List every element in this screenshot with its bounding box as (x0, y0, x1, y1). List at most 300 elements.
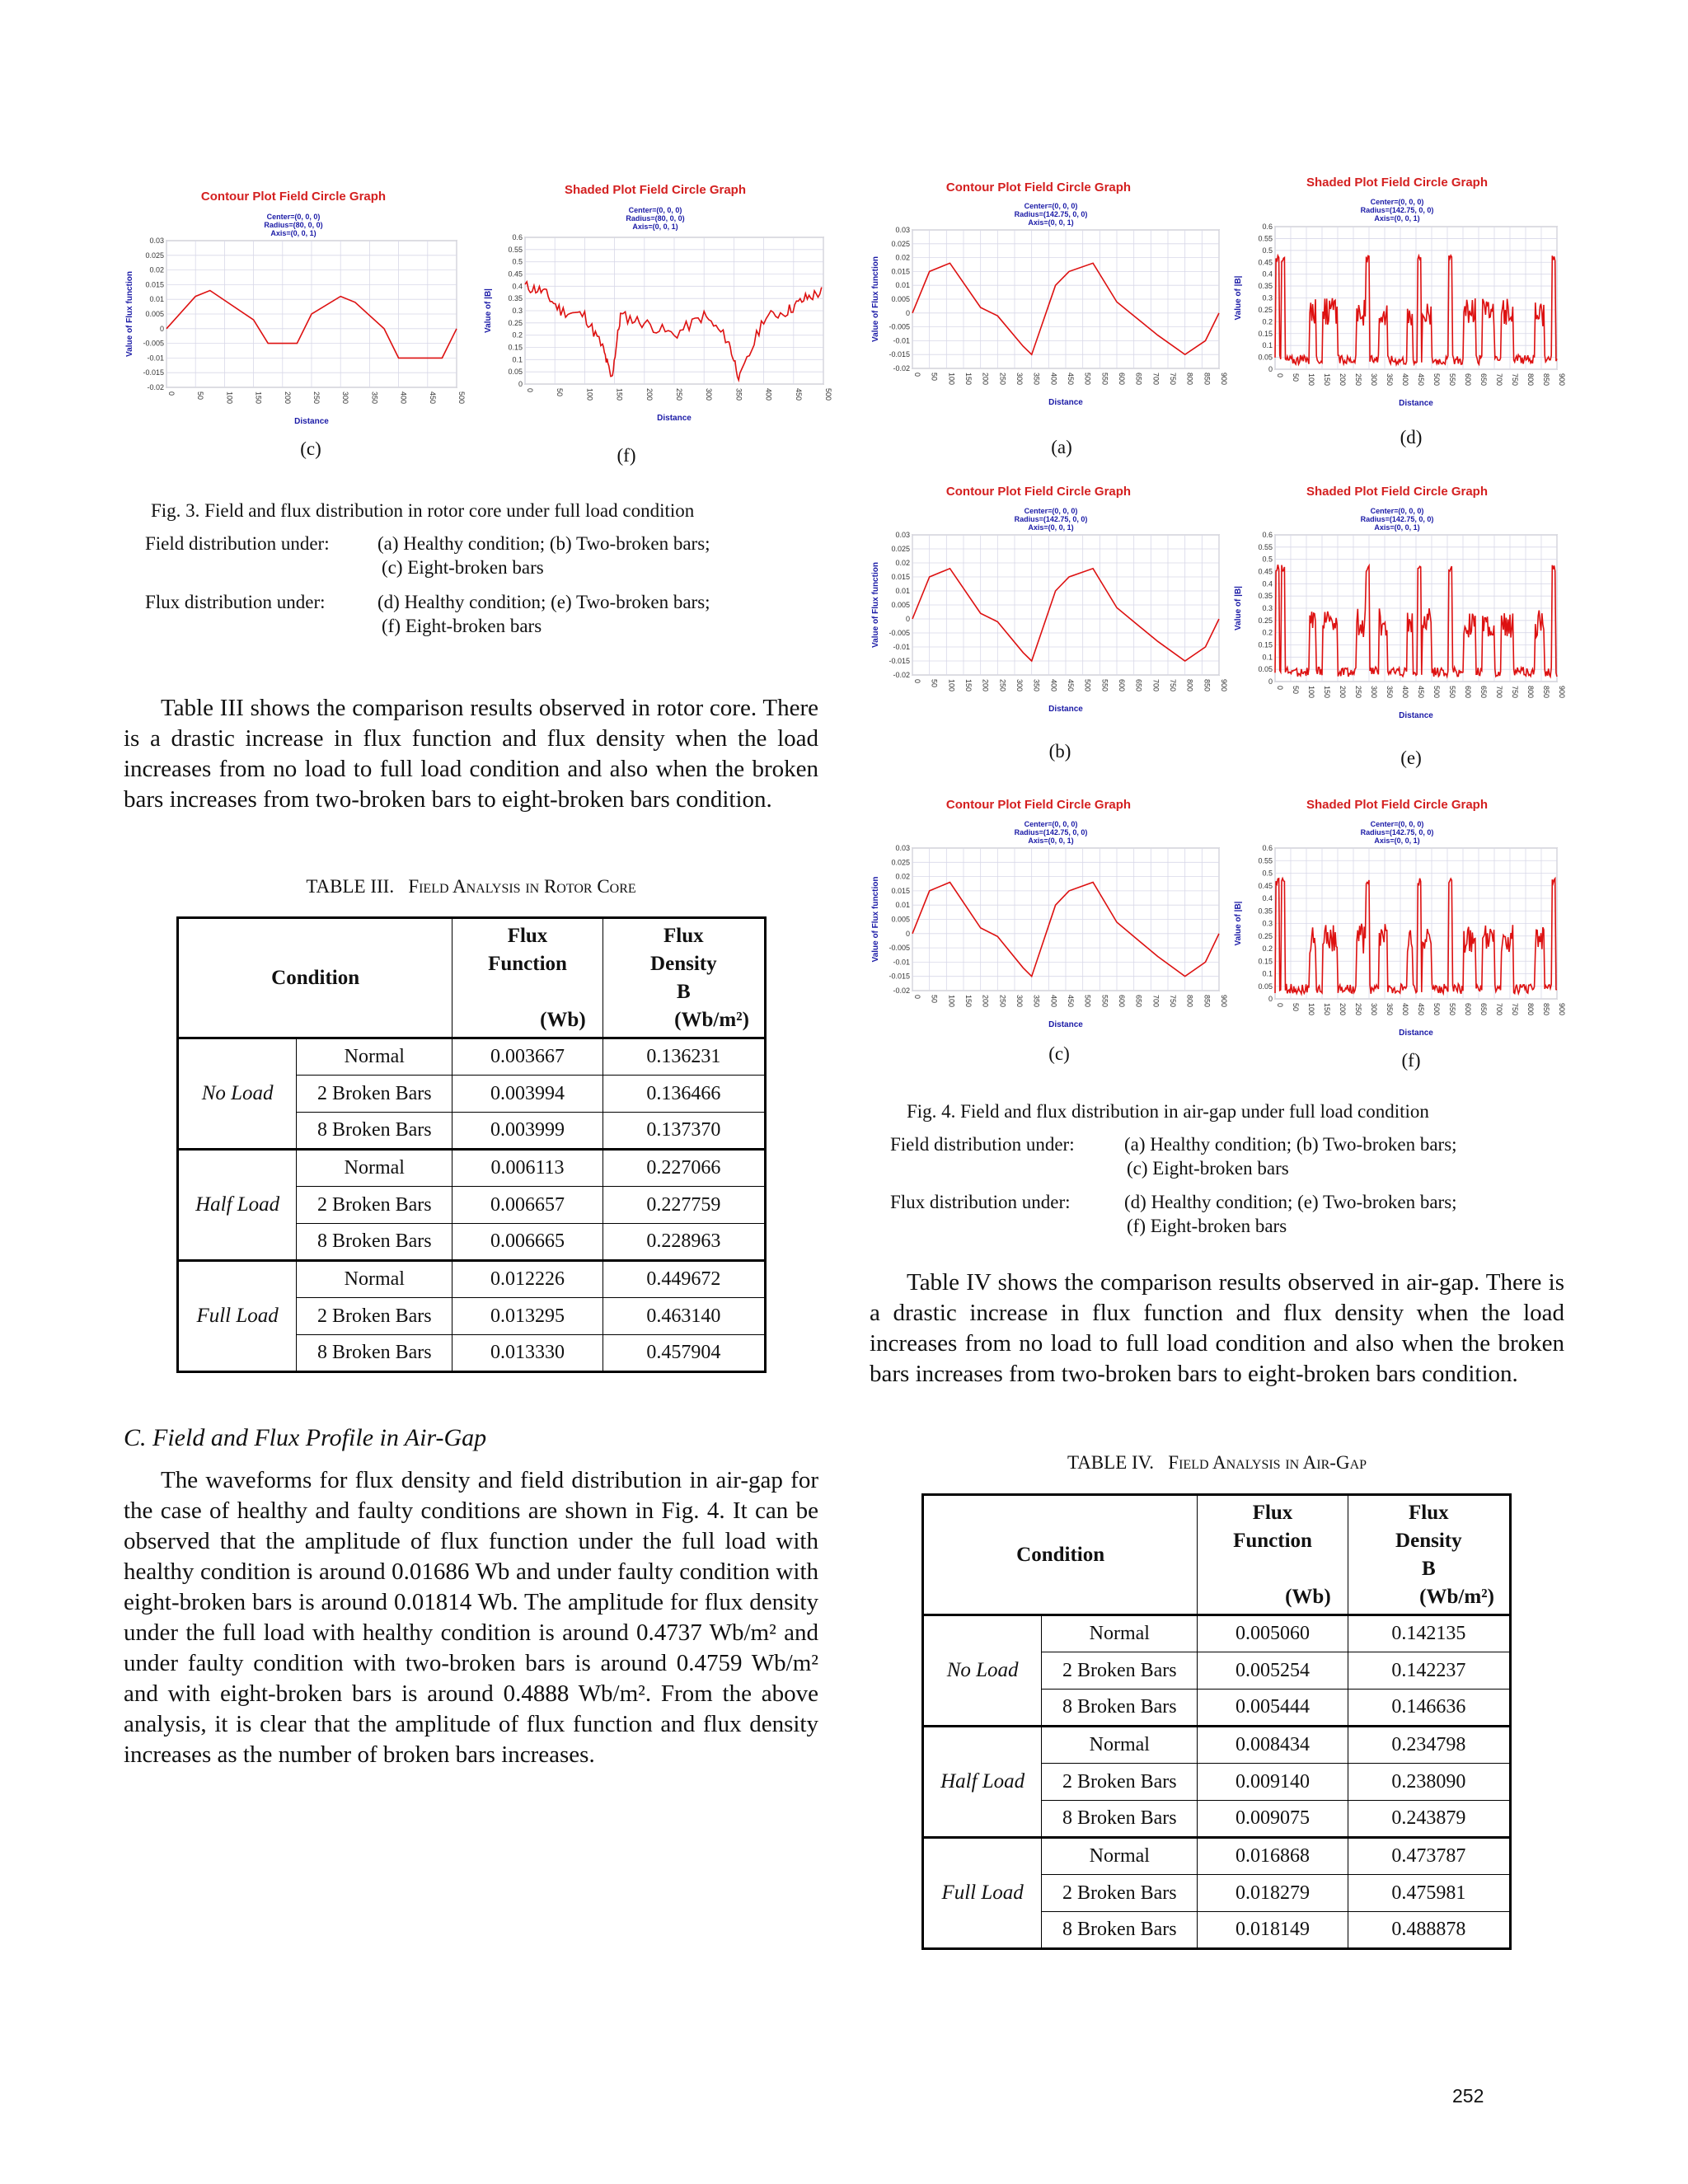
fig4b-center: Center=(0, 0, 0) (1024, 507, 1078, 515)
table-cell-flux-function: 0.018279 (1198, 1875, 1348, 1912)
fig4f-radius: Radius=(142.75, 0, 0) (1360, 828, 1434, 837)
table-cell-condition: 2 Broken Bars (1042, 1652, 1198, 1690)
x-tick-label: 850 (1203, 995, 1212, 1008)
x-tick-label: 0 (913, 373, 921, 377)
x-tick-label: 100 (947, 995, 956, 1008)
y-tick-label: 0.2 (512, 330, 523, 340)
table3-header-flux-density (603, 918, 765, 1038)
y-tick-label: 0.15 (508, 343, 523, 352)
fig4a-center: Center=(0, 0, 0) (1024, 202, 1078, 210)
x-tick-label: 850 (1203, 679, 1212, 692)
x-tick-label: 200 (1339, 373, 1347, 387)
x-tick-label: 900 (1220, 679, 1228, 692)
y-tick-label: 0.01 (895, 587, 910, 595)
fig3c-radius: Radius=(80, 0, 0) (264, 221, 323, 229)
y-tick-label: 0.05 (1258, 982, 1273, 991)
x-tick-label: 100 (225, 391, 234, 405)
y-tick-label: 0.01 (149, 295, 164, 304)
y-tick-label: 0.6 (1262, 223, 1273, 231)
table4-header-flux-function (1198, 1495, 1348, 1615)
fig4-flux-label: Flux distribution under: (890, 1192, 1071, 1212)
paragraph-table4-text: Table IV shows the comparison results observed in air-gap. There is a drastic increase in flux function and flux density when the load increases from no load to full load condition and also when the broken bars increases from two-broken bars to eight-broken bars condition. (870, 1269, 1564, 1387)
table-cell-condition: 8 Broken Bars (1042, 1690, 1198, 1727)
x-tick-label: 450 (1417, 1003, 1425, 1016)
x-tick-label: 800 (1526, 1003, 1535, 1016)
x-tick-label: 450 (794, 388, 803, 401)
x-axis-label: Distance (1399, 711, 1433, 720)
y-tick-label: -0.005 (889, 944, 910, 953)
fig4-sublabel-a: (a) (1051, 437, 1072, 457)
y-tick-label: 0.025 (891, 858, 910, 867)
y-tick-label: 0.2 (1262, 628, 1273, 637)
table-cell-flux-function: 0.005444 (1198, 1690, 1348, 1727)
y-tick-label: -0.01 (893, 643, 910, 651)
fig4d-center: Center=(0, 0, 0) (1370, 198, 1424, 206)
table-row (923, 1727, 1511, 1764)
table-cell-flux-density: 0.227066 (603, 1150, 765, 1187)
y-tick-label: -0.01 (147, 354, 164, 363)
fig3f-radius: Radius=(80, 0, 0) (626, 214, 685, 223)
table-group-label: Full Load (923, 1838, 1042, 1949)
x-tick-label: 400 (1401, 373, 1409, 387)
y-tick-label: 0 (1268, 995, 1273, 1003)
x-tick-label: 600 (1118, 995, 1126, 1008)
fig4d-title: Shaded Plot Field Circle Graph (1306, 176, 1489, 190)
fig4a-info (1010, 202, 1092, 227)
x-tick-label: 300 (1015, 995, 1024, 1008)
y-tick-label: 0.55 (1258, 234, 1273, 243)
y-tick-label: 0.45 (1258, 258, 1273, 267)
table-cell-condition: 8 Broken Bars (1042, 1912, 1198, 1949)
y-tick-label: 0.6 (1262, 531, 1273, 539)
x-tick-label: 450 (1067, 373, 1075, 386)
table-cell-condition: 8 Broken Bars (297, 1113, 452, 1150)
table4-caption-title: Field Analysis in Air-Gap (1168, 1452, 1367, 1473)
x-tick-label: 600 (1464, 1003, 1472, 1016)
y-tick-label: 0.25 (1258, 931, 1273, 940)
x-tick-label: 350 (1032, 373, 1041, 386)
x-tick-label: 100 (947, 679, 956, 692)
fig3f-info (614, 206, 696, 231)
x-tick-label: 550 (1100, 679, 1109, 692)
y-tick-label: -0.01 (893, 336, 910, 345)
fig4d-plot (1232, 223, 1566, 409)
y-axis-label: Value of |B| (1234, 275, 1243, 321)
table-cell-flux-function: 0.013295 (452, 1298, 603, 1335)
fig3c-plot (124, 237, 466, 427)
table-cell-flux-density: 0.473787 (1348, 1838, 1510, 1875)
x-tick-label: 150 (964, 373, 973, 386)
x-tick-label: 800 (1526, 686, 1535, 699)
y-tick-label: 0.3 (1262, 604, 1273, 612)
x-tick-label: 0 (526, 388, 534, 393)
table3-header-condition: Condition (178, 918, 452, 1038)
fig4e-radius: Radius=(142.75, 0, 0) (1360, 515, 1434, 523)
table-row (923, 1615, 1511, 1652)
fig4a-axis: Axis=(0, 0, 1) (1028, 218, 1074, 227)
y-tick-label: 0.005 (891, 601, 910, 609)
table-cell-flux-function: 0.003667 (452, 1038, 603, 1076)
x-tick-label: 400 (1401, 1003, 1409, 1016)
x-tick-label: 200 (1339, 1003, 1347, 1016)
y-tick-label: 0.05 (1258, 353, 1273, 362)
y-tick-label: -0.015 (889, 972, 910, 981)
fig3f-plot (482, 233, 832, 424)
x-tick-label: 750 (1511, 373, 1519, 387)
x-tick-label: 150 (1323, 373, 1331, 387)
x-tick-label: 350 (1386, 373, 1394, 387)
table3-caption (124, 876, 818, 898)
x-tick-label: 550 (1448, 686, 1456, 699)
fig4b-axis: Axis=(0, 0, 1) (1028, 523, 1074, 532)
y-tick-label: 0.3 (512, 307, 523, 315)
table-cell-flux-function: 0.006657 (452, 1187, 603, 1224)
fig3-sublabel-c: (c) (300, 438, 321, 459)
x-tick-label: 650 (1479, 373, 1488, 387)
table-group-label: No Load (178, 1038, 297, 1150)
y-tick-label: 0.02 (895, 559, 910, 567)
fig4-field-line2: (c) Eight-broken bars (1127, 1158, 1289, 1179)
y-tick-label: 0.1 (1262, 341, 1273, 350)
x-axis-label: Distance (294, 417, 329, 426)
table4-hfd-1: Flux (1409, 1502, 1449, 1524)
fig4f-center: Center=(0, 0, 0) (1370, 820, 1424, 828)
y-tick-label: 0.5 (1262, 555, 1273, 564)
table-cell-condition: 2 Broken Bars (1042, 1875, 1198, 1912)
fig4e-plot (1232, 531, 1566, 721)
x-tick-label: 900 (1220, 995, 1228, 1008)
y-tick-label: 0.55 (1258, 856, 1273, 865)
table-cell-flux-function: 0.003994 (452, 1076, 603, 1113)
x-tick-label: 250 (998, 995, 1007, 1008)
table-cell-condition: 8 Broken Bars (297, 1224, 452, 1261)
y-axis-label: Value of Flux function (871, 256, 880, 342)
x-tick-label: 800 (1185, 373, 1194, 386)
x-tick-label: 0 (913, 679, 921, 684)
x-axis-label: Distance (1048, 1020, 1083, 1029)
table-cell-flux-density: 0.137370 (603, 1113, 765, 1150)
y-tick-label: 0.4 (1262, 269, 1273, 279)
fig3-caption-title: Fig. 3. Field and flux distribution in rotor core under full load condition (151, 500, 695, 521)
y-tick-label: 0.1 (1262, 969, 1273, 978)
x-tick-label: 150 (964, 995, 973, 1008)
y-tick-label: 0.3 (1262, 919, 1273, 928)
x-tick-label: 850 (1542, 1003, 1550, 1016)
y-tick-label: 0.25 (1258, 305, 1273, 314)
x-tick-label: 50 (1292, 373, 1300, 382)
table-cell-flux-density: 0.136231 (603, 1038, 765, 1076)
table-cell-flux-function: 0.013330 (452, 1335, 603, 1372)
x-tick-label: 300 (705, 388, 714, 401)
fig3c-title: Contour Plot Field Circle Graph (200, 190, 387, 204)
table-cell-flux-function: 0.005254 (1198, 1652, 1348, 1690)
x-tick-label: 500 (1432, 686, 1441, 699)
x-tick-label: 350 (1386, 1003, 1394, 1016)
y-tick-label: 0.03 (895, 844, 910, 852)
fig3f-title: Shaded Plot Field Circle Graph (564, 183, 747, 197)
table-cell-condition: 2 Broken Bars (297, 1298, 452, 1335)
x-tick-label: 450 (1417, 373, 1425, 387)
x-tick-label: 200 (645, 388, 654, 401)
fig4e-center: Center=(0, 0, 0) (1370, 507, 1424, 515)
x-tick-label: 650 (1479, 686, 1488, 699)
x-axis-label: Distance (1048, 398, 1083, 407)
table-cell-condition: Normal (1042, 1615, 1198, 1652)
y-tick-label: 0.03 (149, 237, 164, 245)
fig4-sublabel-c: (c) (1048, 1043, 1070, 1064)
x-tick-label: 350 (1032, 995, 1041, 1008)
table4-hff-1: Flux (1252, 1502, 1293, 1524)
x-tick-label: 300 (1370, 686, 1378, 699)
x-tick-label: 150 (1323, 1003, 1331, 1016)
table-cell-flux-function: 0.003999 (452, 1113, 603, 1150)
y-tick-label: 0.005 (891, 295, 910, 303)
fig4d-info (1356, 198, 1438, 223)
fig4b-title: Contour Plot Field Circle Graph (945, 485, 1132, 499)
x-tick-label: 0 (1276, 686, 1284, 691)
table-group-label: No Load (923, 1615, 1042, 1727)
x-tick-label: 650 (1479, 1003, 1488, 1016)
x-tick-label: 50 (1292, 1003, 1300, 1012)
x-tick-label: 800 (1185, 679, 1194, 692)
fig3-flux-line1: (d) Healthy condition; (e) Two-broken bars; (377, 592, 710, 612)
y-tick-label: -0.005 (143, 339, 164, 348)
y-axis-label: Value of |B| (1234, 901, 1243, 946)
fig4d-radius: Radius=(142.75, 0, 0) (1360, 206, 1434, 214)
table3-hfd-3: B (676, 981, 691, 1003)
x-tick-label: 350 (1032, 679, 1041, 692)
y-tick-label: 0.15 (1258, 329, 1273, 338)
x-tick-label: 650 (1134, 679, 1143, 692)
x-tick-label: 400 (1049, 679, 1058, 692)
y-tick-label: 0.55 (508, 245, 523, 254)
x-tick-label: 200 (981, 995, 990, 1008)
fig3c-center: Center=(0, 0, 0) (266, 213, 321, 221)
y-axis-label: Value of |B| (1234, 586, 1243, 630)
y-tick-label: 0 (905, 929, 910, 938)
table-cell-flux-density: 0.142237 (1348, 1652, 1510, 1690)
table-cell-flux-density: 0.449672 (603, 1261, 765, 1298)
y-tick-label: 0.025 (145, 251, 164, 260)
y-axis-label: Value of |B| (484, 288, 493, 333)
y-tick-label: 0.4 (512, 282, 523, 291)
x-tick-label: 250 (1354, 373, 1362, 387)
x-tick-label: 750 (1169, 995, 1177, 1008)
y-tick-label: 0 (159, 324, 164, 333)
table-cell-flux-function: 0.012226 (452, 1261, 603, 1298)
y-tick-label: 0.015 (891, 267, 910, 276)
x-tick-label: 450 (1417, 686, 1425, 699)
y-tick-label: 0.35 (508, 294, 523, 303)
x-tick-label: 300 (341, 391, 350, 405)
x-tick-label: 750 (1169, 373, 1177, 386)
x-tick-label: 650 (1134, 373, 1143, 386)
y-tick-label: 0.5 (1262, 869, 1273, 878)
y-tick-label: 0.02 (895, 253, 910, 262)
table-cell-flux-density: 0.136466 (603, 1076, 765, 1113)
x-tick-label: 300 (1015, 373, 1024, 386)
table-cell-flux-density: 0.142135 (1348, 1615, 1510, 1652)
fig4c-radius: Radius=(142.75, 0, 0) (1014, 828, 1088, 837)
x-tick-label: 700 (1495, 686, 1503, 699)
page-number: 252 (1452, 2085, 1484, 2107)
x-tick-label: 350 (1386, 686, 1394, 699)
table-cell-flux-density: 0.463140 (603, 1298, 765, 1335)
x-tick-label: 350 (734, 388, 743, 401)
y-tick-label: -0.02 (893, 987, 910, 995)
x-tick-label: 450 (428, 391, 437, 405)
fig4a-plot (870, 226, 1228, 408)
table3-hff-2: Function (488, 953, 567, 975)
y-tick-label: -0.02 (893, 671, 910, 679)
table3-caption-title: Field Analysis in Rotor Core (408, 876, 636, 897)
table3-hfd-2: Density (650, 953, 717, 975)
x-tick-label: 600 (1118, 373, 1126, 386)
paragraph-airgap (124, 1465, 818, 1770)
fig3c-info (252, 213, 335, 237)
fig4c-plot (870, 844, 1228, 1030)
y-tick-label: 0.015 (891, 573, 910, 581)
table-cell-flux-density: 0.457904 (603, 1335, 765, 1372)
table-cell-condition: Normal (297, 1150, 452, 1187)
table-cell-flux-density: 0.488878 (1348, 1912, 1510, 1949)
x-tick-label: 700 (1495, 373, 1503, 387)
x-tick-label: 550 (1448, 373, 1456, 387)
x-tick-label: 100 (585, 388, 594, 401)
fig4e-axis: Axis=(0, 0, 1) (1374, 523, 1420, 532)
table3 (176, 916, 767, 1373)
y-tick-label: 0.15 (1258, 957, 1273, 966)
table-row (923, 1838, 1511, 1875)
table-cell-flux-function: 0.009075 (1198, 1801, 1348, 1838)
x-tick-label: 50 (196, 391, 205, 401)
y-tick-label: -0.015 (889, 657, 910, 665)
table4-caption-num: TABLE IV. (1067, 1452, 1155, 1473)
table3-hff-unit: (Wb) (540, 1009, 586, 1031)
table3-header-flux-function (452, 918, 603, 1038)
x-tick-label: 700 (1151, 373, 1160, 386)
table-row (178, 1150, 766, 1187)
table4-hfd-3: B (1421, 1558, 1436, 1580)
x-tick-label: 550 (1100, 995, 1109, 1008)
paragraph-table3-intro (124, 693, 818, 815)
x-tick-label: 200 (283, 391, 292, 405)
y-axis-label: Value of Flux function (871, 876, 880, 963)
y-tick-label: 0.6 (512, 233, 523, 241)
fig4f-axis: Axis=(0, 0, 1) (1374, 837, 1420, 845)
x-tick-label: 900 (1220, 373, 1228, 386)
table-row (178, 1038, 766, 1076)
fig4e-info (1356, 507, 1438, 532)
y-tick-label: 0 (905, 308, 910, 317)
y-tick-label: 0.2 (1262, 944, 1273, 953)
table-group-label: Full Load (178, 1261, 297, 1372)
y-tick-label: 0.25 (508, 318, 523, 327)
x-tick-label: 850 (1542, 373, 1550, 387)
y-tick-label: 0.005 (145, 310, 164, 318)
table-cell-flux-function: 0.006665 (452, 1224, 603, 1261)
fig4-sublabel-f: (f) (1401, 1050, 1421, 1071)
x-tick-label: 550 (1100, 373, 1109, 386)
y-axis-label: Value of Flux function (125, 271, 134, 357)
x-tick-label: 300 (1370, 373, 1378, 387)
x-tick-label: 700 (1151, 995, 1160, 1008)
y-tick-label: -0.02 (893, 364, 910, 373)
table4-header-flux-density (1348, 1495, 1510, 1615)
x-tick-label: 500 (1083, 373, 1092, 386)
table-cell-flux-density: 0.228963 (603, 1224, 765, 1261)
x-tick-label: 50 (930, 679, 939, 688)
y-axis-label: Value of Flux function (871, 562, 880, 648)
x-tick-label: 50 (930, 373, 939, 382)
fig4f-title: Shaded Plot Field Circle Graph (1306, 798, 1489, 812)
y-tick-label: 0.03 (895, 531, 910, 539)
y-tick-label: -0.005 (889, 322, 910, 331)
x-tick-label: 50 (930, 995, 939, 1004)
y-tick-label: 0.55 (1258, 542, 1273, 551)
y-tick-label: 0.05 (1258, 665, 1273, 674)
x-tick-label: 600 (1118, 679, 1126, 692)
table4-hfd-2: Density (1395, 1530, 1462, 1552)
x-tick-label: 500 (824, 388, 832, 401)
x-tick-label: 450 (1067, 995, 1075, 1008)
table-cell-condition: 2 Broken Bars (297, 1187, 452, 1224)
x-tick-label: 400 (399, 391, 408, 405)
x-tick-label: 750 (1511, 686, 1519, 699)
table-cell-flux-function: 0.005060 (1198, 1615, 1348, 1652)
x-tick-label: 150 (1323, 686, 1331, 699)
y-tick-label: 0.03 (895, 226, 910, 234)
x-axis-label: Distance (657, 414, 692, 423)
fig4c-title: Contour Plot Field Circle Graph (945, 798, 1132, 812)
x-tick-label: 0 (1276, 1003, 1284, 1008)
fig4c-info (1010, 820, 1092, 845)
fig4f-plot (1232, 844, 1566, 1038)
y-tick-label: 0.01 (895, 281, 910, 290)
x-tick-label: 900 (1558, 1003, 1566, 1016)
x-tick-label: 500 (1083, 995, 1092, 1008)
x-tick-label: 200 (1339, 686, 1347, 699)
fig4d-axis: Axis=(0, 0, 1) (1374, 214, 1420, 223)
y-tick-label: 0 (1268, 365, 1273, 373)
fig3f-center: Center=(0, 0, 0) (628, 206, 682, 214)
table-cell-condition: Normal (1042, 1727, 1198, 1764)
x-tick-label: 100 (947, 373, 956, 386)
y-tick-label: 0 (905, 615, 910, 623)
x-tick-label: 400 (1049, 373, 1058, 386)
x-tick-label: 450 (1067, 679, 1075, 692)
y-tick-label: 0 (518, 380, 523, 388)
paragraph-table4-intro (870, 1268, 1564, 1390)
table-cell-flux-density: 0.238090 (1348, 1764, 1510, 1801)
x-tick-label: 200 (981, 373, 990, 386)
y-tick-label: -0.005 (889, 629, 910, 637)
x-tick-label: 50 (1292, 686, 1300, 695)
y-tick-label: 0.1 (512, 355, 523, 364)
fig4f-info (1356, 820, 1438, 845)
fig4c-axis: Axis=(0, 0, 1) (1028, 837, 1074, 845)
y-tick-label: -0.02 (147, 383, 164, 391)
y-tick-label: 0.35 (1258, 282, 1273, 291)
x-tick-label: 850 (1203, 373, 1212, 386)
paragraph-airgap-text: The waveforms for flux density and field distribution in air-gap for the case of healthy and faulty conditions are shown in Fig. 4. It can be observed that the amplitude of flux function under the full load with healthy condition is around 0.01686 Wb and under faulty condition with eight-broken bars is around 0.01814 Wb. The amplitude for flux density under the full load with healthy condition is around 0.4737 Wb/m² and under faulty condition with two-broken bars is around 0.4759 Wb/m² and with eight-broken bars is around 0.4888 Wb/m². From the above analysis, it is clear that the amplitude of flux function and flux density increases as the number of broken bars increases. (124, 1467, 818, 1768)
x-tick-label: 900 (1558, 686, 1566, 699)
table3-caption-num: TABLE III. (306, 876, 395, 897)
y-tick-label: 0.35 (1258, 592, 1273, 601)
x-tick-label: 850 (1542, 686, 1550, 699)
table-cell-flux-density: 0.146636 (1348, 1690, 1510, 1727)
y-tick-label: 0.005 (891, 915, 910, 924)
